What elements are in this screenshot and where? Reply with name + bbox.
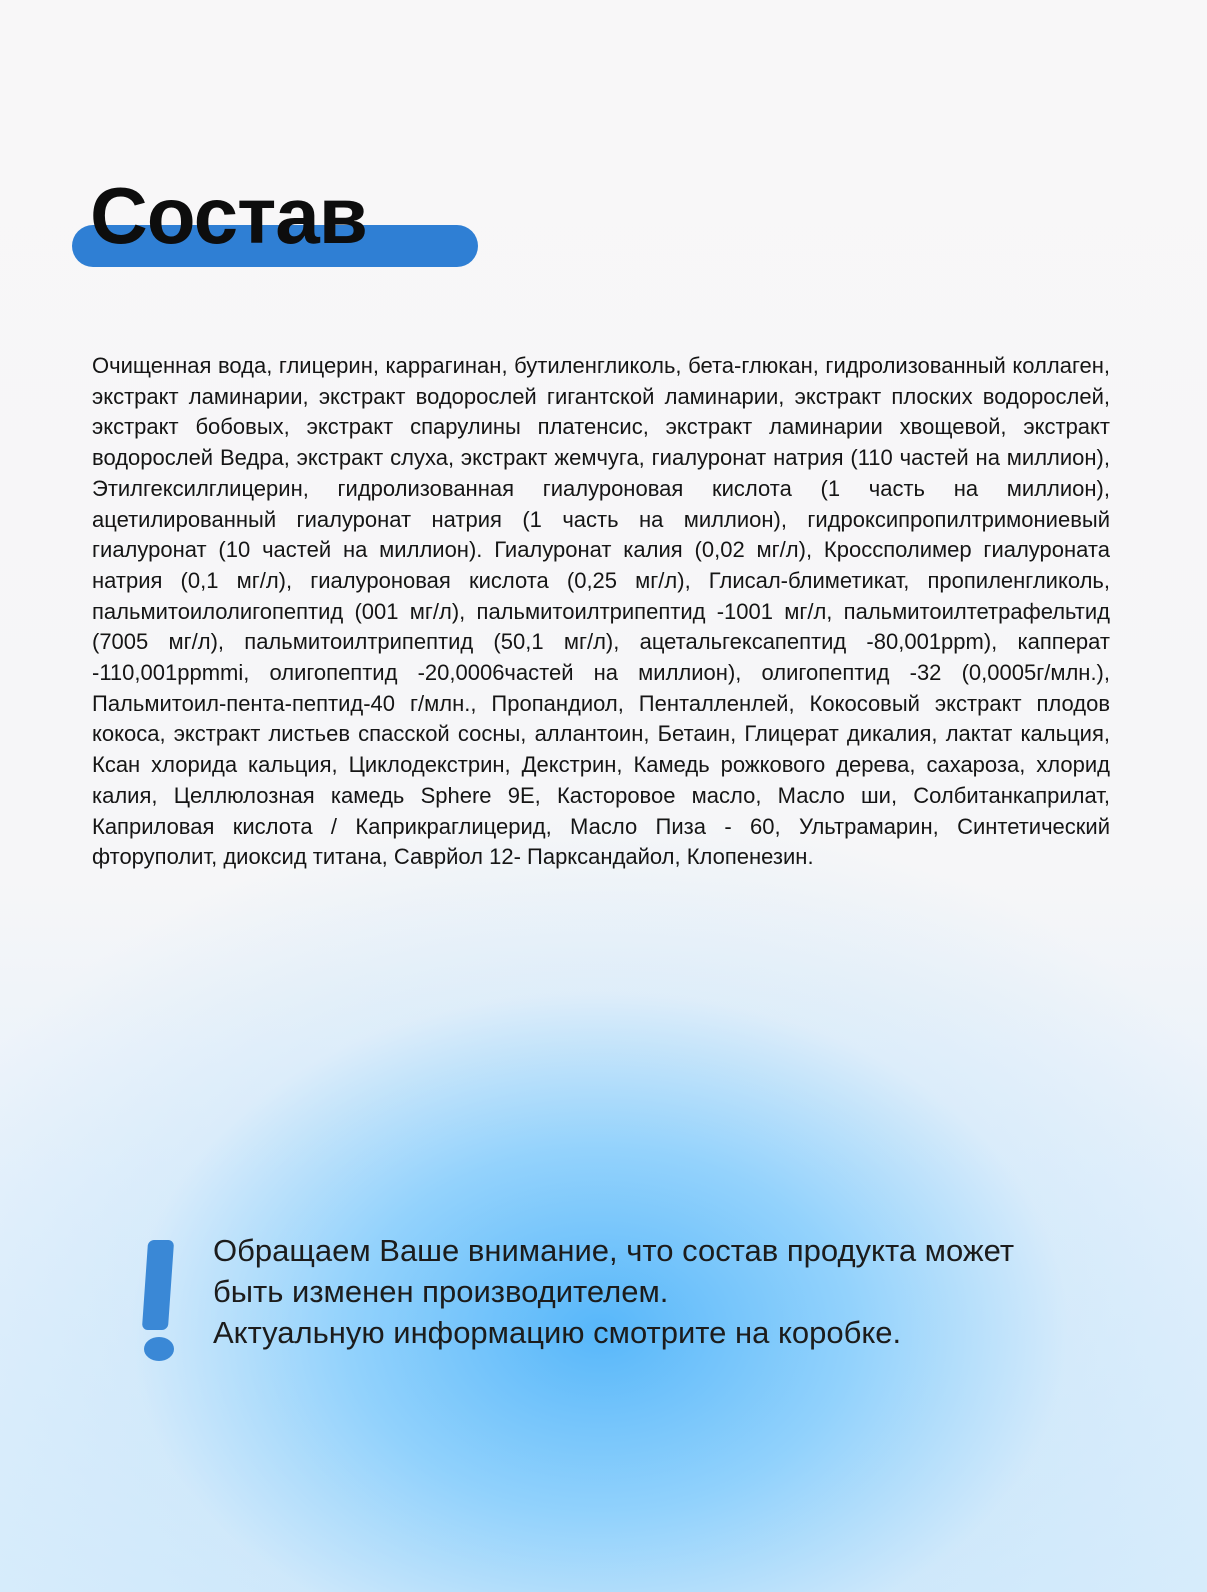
page-title: Состав	[90, 171, 367, 260]
notice-line-3: Актуальную информацию смотрите на коробке.	[213, 1315, 902, 1350]
notice-text	[213, 1230, 1133, 1353]
notice-line-2: быть изменен производителем.	[213, 1274, 669, 1309]
notice-line-1: Обращаем Ваше внимание, что состав продукта может	[213, 1233, 1015, 1268]
exclamation-dot	[144, 1337, 174, 1361]
title-block	[72, 170, 482, 270]
composition-text: Очищенная вода, глицерин, каррагинан, бутиленгликоль, бета-глюкан, гидролизованный коллаген, экстракт ламинарии, экстракт водорослей гигантской ламинарии, экстракт плоских водорослей, экстракт бобовых, экстракт спарулины платенсис, экстракт ламинарии хвощевой, экстракт водорослей Ведра, экстракт слуха, экстракт жемчуга, гиалуронат натрия (110 частей на миллион), Этилгексилглицерин, гидролизованная гиалуроновая кислота (1 часть на миллион), ацетилированный гиалуронат натрия (1 часть на миллион), гидроксипропилтримониевый гиалуронат (10 частей на миллион). Гиалуронат калия (0,02 мг/л), Кроссполимер гиалуроната натрия (0,1 мг/л), гиалуроновая кислота (0,25 мг/л), Глисал-блиметикат, пропиленгликоль, пальмитоилолигопептид (001 мг/л), пальмитоилтрипептид -1001 мг/л, пальмитоилтетрафельтид (7005 мг/л), пальмитоилтрипептид (50,1 мг/л), ацетальгексапептид -80,001ppm), капперат -110,001ppmmi, олигопептид -20,0006частей на миллион), олигопептид -32 (0,0005г/млн.), Пальмитоил-пента-пептид-40 г/млн., Пропандиол, Пенталленлей, Кокосовый экстракт плодов кокоса, экстракт листьев спасской сосны, аллантоин, Бетаин, Глицерат дикалия, лактат кальция, Ксан хлорида кальция, Циклодекстрин, Декстрин, Камедь рожкового дерева, сахароза, хлорид калия, Целлюлозная камедь Sphere 9E, Касторовое масло, Масло ши, Солбитанкаприлат, Каприловая кислота / Каприкраглицерид, Масло Пиза - 60, Ультрамарин, Синтетический фторуполит, диоксид титана, Саврйол 12- Парксандайол, Клопенезин.	[92, 353, 1110, 870]
notice-block	[140, 1230, 1140, 1370]
exclamation-bar	[142, 1240, 174, 1330]
